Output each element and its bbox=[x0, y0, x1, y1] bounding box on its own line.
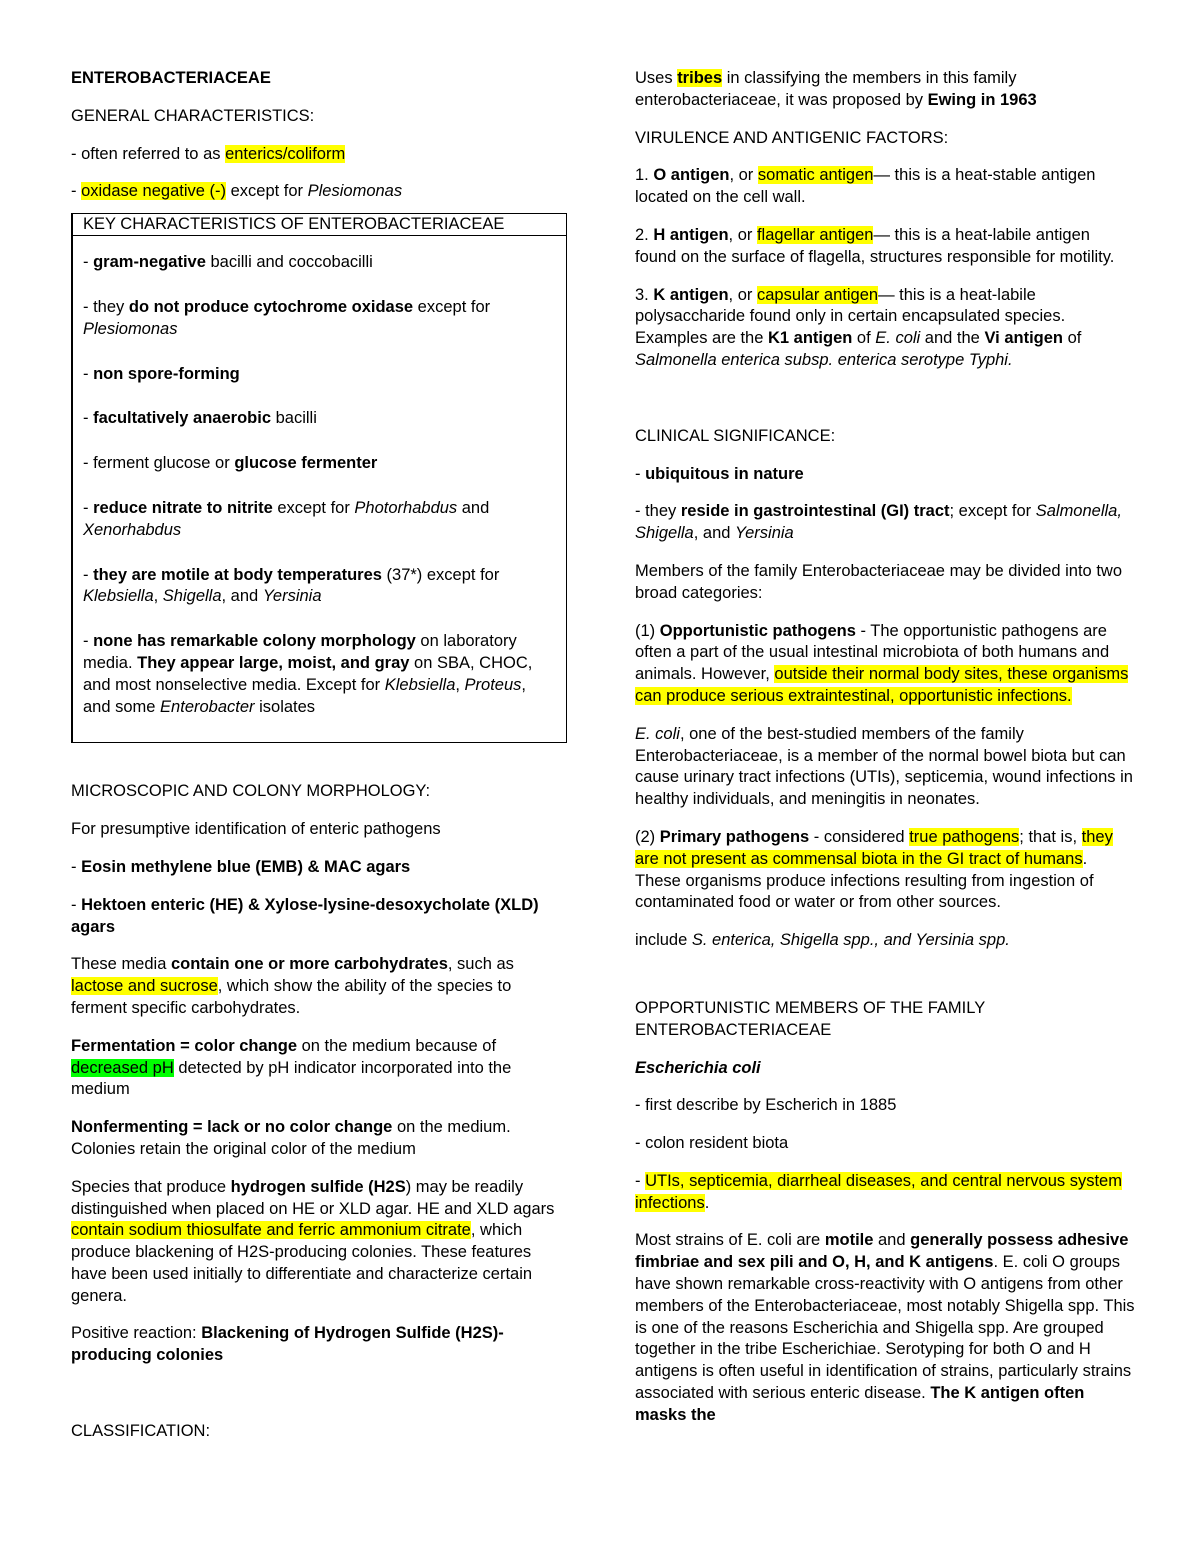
key-item: - facultatively anaerobic bacilli bbox=[83, 409, 317, 428]
key-item: - non spore-forming bbox=[83, 364, 240, 383]
key-item: - they are motile at body temperatures (37*) except for Klebsiella, Shigella, and Yersinia bbox=[83, 565, 500, 606]
ecoli-title: Escherichia coli bbox=[635, 1058, 761, 1077]
opportunistic-paragraph: (1) Opportunistic pathogens - The opportunistic pathogens are often a part of the usual intestinal microbiota of both humans and animals. However, outside their normal body sites, these organisms can produce serious extraintestinal, opportunistic infections. bbox=[635, 621, 1129, 705]
media-paragraph: These media contain one or more carbohydrates, such as lactose and sucrose, which show the ability of the species to ferment specific carbohydrates. bbox=[71, 955, 514, 1017]
gc-enterics: - often referred to as enterics/coliform bbox=[71, 144, 346, 163]
spacer bbox=[635, 388, 1135, 426]
general-heading: GENERAL CHARACTERISTICS: bbox=[71, 106, 315, 125]
key-item: - ferment glucose or glucose fermenter bbox=[83, 454, 378, 473]
ecoli-item: - first describe by Escherich in 1885 bbox=[635, 1096, 897, 1115]
key-item: - reduce nitrate to nitrite except for Photorhabdus and Xenorhabdus bbox=[83, 498, 490, 539]
spacer bbox=[71, 1383, 567, 1421]
clinical-heading: CLINICAL SIGNIFICANCE: bbox=[635, 426, 836, 445]
key-item: - they do not produce cytochrome oxidase except for Plesiomonas bbox=[83, 297, 491, 338]
micro-emb: - Eosin methylene blue (EMB) & MAC agars bbox=[71, 857, 411, 876]
spacer bbox=[635, 968, 1135, 998]
gc-oxidase: - oxidase negative (-) except for Plesiomonas bbox=[71, 182, 403, 201]
key-characteristics-box bbox=[71, 213, 567, 743]
positive-reaction: Positive reaction: Blackening of Hydrogen Sulfide (H2S)-producing colonies bbox=[71, 1324, 504, 1365]
o-antigen: 1. O antigen, or somatic antigen— this is a heat-stable antigen located on the cell wall. bbox=[635, 166, 1096, 207]
key-item: - gram-negative bacilli and coccobacilli bbox=[83, 253, 373, 272]
key-item: - none has remarkable colony morphology on laboratory media. They appear large, moist, and gray on SBA, CHOC, and most nonselective media. Except for Klebsiella, Proteus, and some Enterobacter isolates bbox=[83, 632, 533, 716]
micro-he-xld: - Hektoen enteric (HE) & Xylose-lysine-desoxycholate (XLD) agars bbox=[71, 895, 539, 936]
clinical-ubiquitous: - ubiquitous in nature bbox=[635, 464, 804, 483]
primary-paragraph: (2) Primary pathogens - considered true pathogens; that is, they are not present as commensal biota in the GI tract of humans. These organisms produce infections resulting from ingestion of contaminated food or water or from other sources. bbox=[635, 827, 1113, 912]
micro-intro: For presumptive identification of enteric pathogens bbox=[71, 820, 441, 839]
doc-title: ENTEROBACTERIACEAE bbox=[71, 69, 271, 87]
right-column bbox=[635, 68, 1135, 1443]
key-box-title: KEY CHARACTERISTICS OF ENTEROBACTERIACEAE bbox=[73, 214, 566, 236]
ecoli-paragraph: E. coli, one of the best-studied members of the family Enterobacteriaceae, is a member of the normal bowel biota but can cause urinary tract infections (UTIs), septicemia, wound infections in healthy individuals, and meningitis in neonates. bbox=[635, 724, 1133, 809]
h2s-paragraph: Species that produce hydrogen sulfide (H2S) may be readily distinguished when placed on HE or XLD agar. HE and XLD agars contain sodium thiosulfate and ferric ammonium citrate, which produce blackening of H2S-producing colonies. These features have been used initially to differentiate and characterize certain genera. bbox=[71, 1177, 555, 1305]
clinical-gi-tract: - they reside in gastrointestinal (GI) tract; except for Salmonella, Shigella, and Yersinia bbox=[635, 502, 1122, 543]
opportunistic-members-heading: OPPORTUNISTIC MEMBERS OF THE FAMILY ENTEROBACTERIACEAE bbox=[635, 998, 985, 1039]
nonfermenting-paragraph: Nonfermenting = lack or no color change on the medium. Colonies retain the original color of the medium bbox=[71, 1118, 511, 1158]
members-paragraph: Members of the family Enterobacteriaceae may be divided into two broad categories: bbox=[635, 561, 1122, 602]
left-column bbox=[71, 68, 567, 1459]
ecoli-item: - colon resident biota bbox=[635, 1134, 789, 1153]
include-paragraph: include S. enterica, Shigella spp., and Yersinia spp. bbox=[635, 931, 1010, 950]
virulence-heading: VIRULENCE AND ANTIGENIC FACTORS: bbox=[635, 128, 949, 147]
k-antigen: 3. K antigen, or capsular antigen— this is a heat-labile polysaccharide found only in certain encapsulated species. Examples are the K1 antigen of E. coli and the Vi antigen of Salmonella enterica subsp. enterica serotype Typhi. bbox=[635, 285, 1082, 369]
classification-heading: CLASSIFICATION: bbox=[71, 1422, 211, 1441]
h-antigen: 2. H antigen, or flagellar antigen— this is a heat-labile antigen found on the surface of flagella, structures responsible for motility. bbox=[635, 225, 1115, 266]
tribes-paragraph: Uses tribes in classifying the members in this family enterobacteriaceae, it was proposed by Ewing in 1963 bbox=[635, 69, 1037, 109]
ecoli-item: - UTIs, septicemia, diarrheal diseases, and central nervous system infections. bbox=[635, 1171, 1122, 1212]
micro-heading: MICROSCOPIC AND COLONY MORPHOLOGY: bbox=[71, 782, 431, 801]
most-strains-paragraph: Most strains of E. coli are motile and generally possess adhesive fimbriae and sex pili and O, H, and K antigens. E. coli O groups have shown remarkable cross-reactivity with O antigens from other members of the Enterobacteriaceae, most notably Shigella spp. This is one of the reasons Escherichia and Shigella spp. Are grouped together in the tribe Escherichiae. Serotyping for both O and H antigens is often useful in identification of strains, particularly strains associated with serious enteric disease. The K antigen often masks the bbox=[635, 1231, 1135, 1424]
fermentation-paragraph: Fermentation = color change on the medium because of decreased pH detected by pH indicator incorporated into the medium bbox=[71, 1036, 512, 1099]
